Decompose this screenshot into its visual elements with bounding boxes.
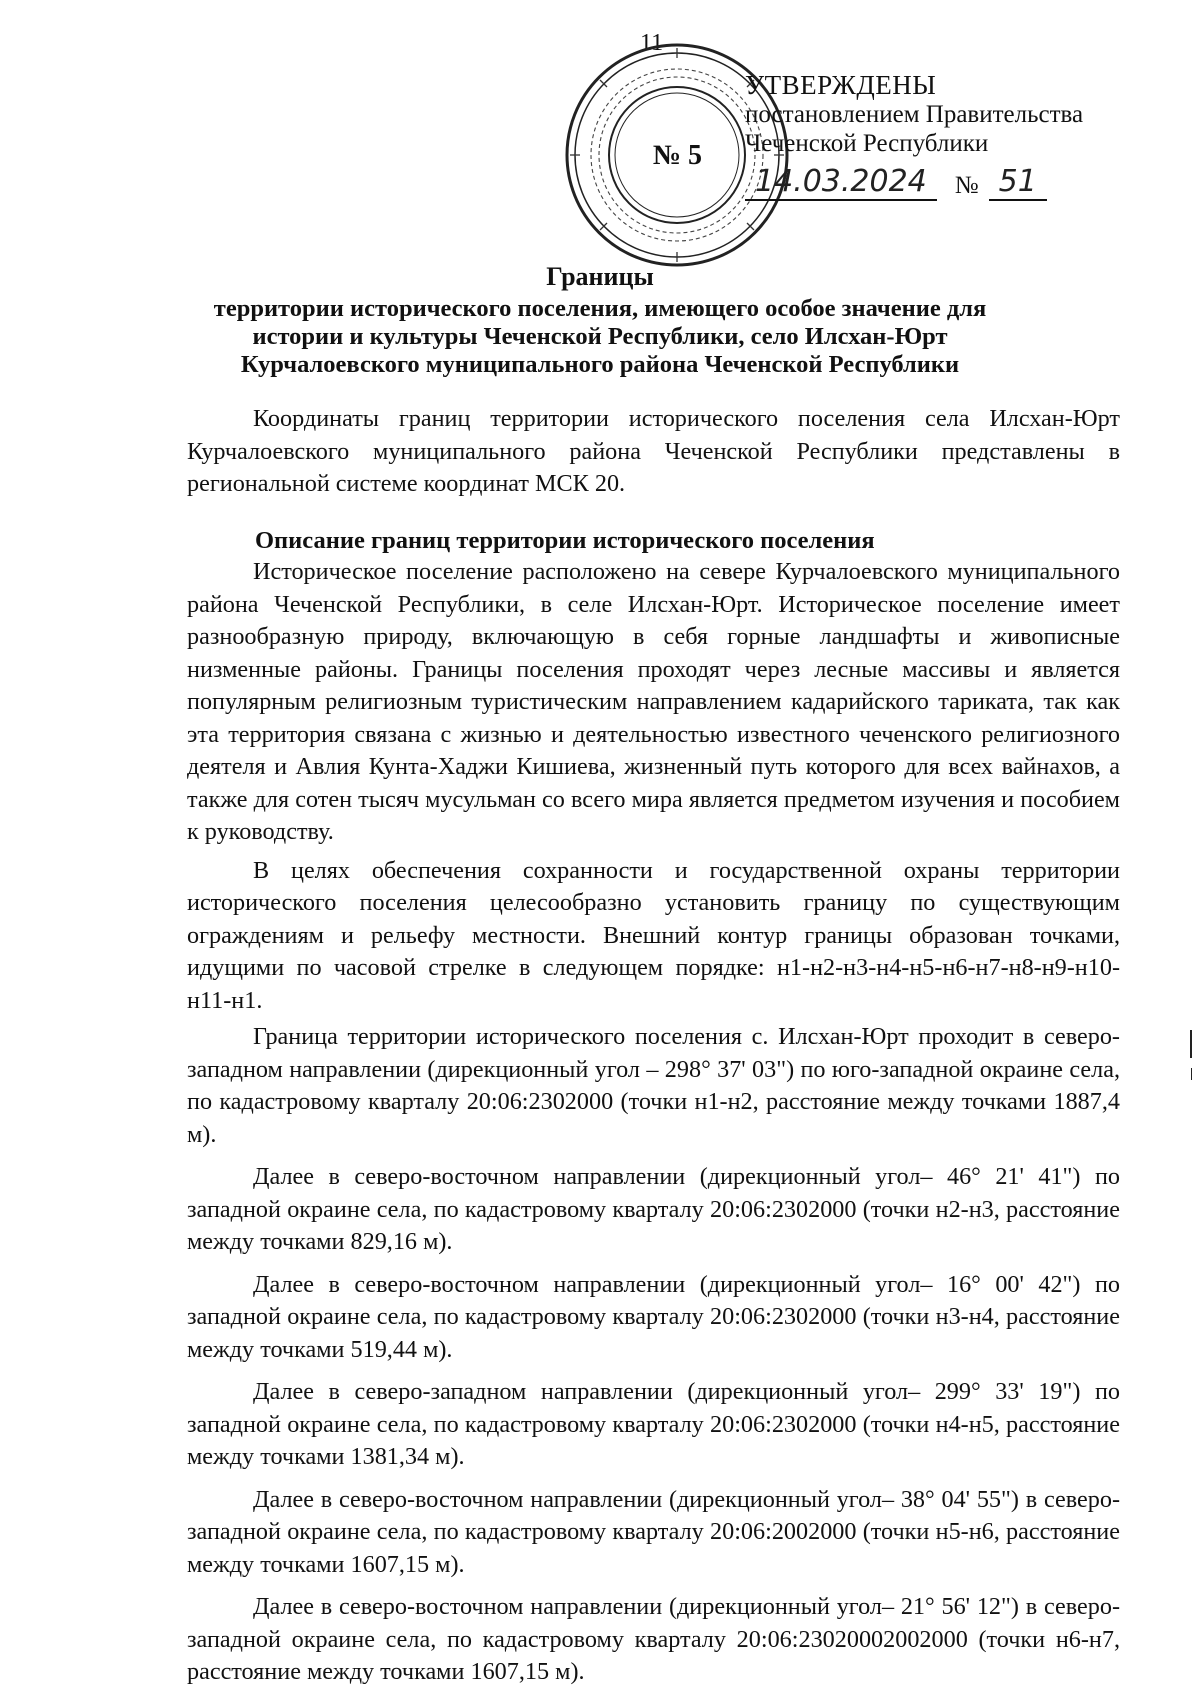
intro-paragraph: Координаты границ территории исторического поселения села Илсхан-Юрт Курчалоевского муниципального района Чеченской Республики представлены в региональной системе координат МСК 20. (187, 405, 1120, 497)
paragraph-1: Историческое поселение расположено на севере Курчалоевского муниципального района Чеченской Республики, в селе Илсхан-Юрт. Историческое поселение имеет разнообразную природу, включающую в себя горные ландшафты и живописные низменные районы. Границы поселения проходят через лесные массивы и является популярным религиозным туристическим направлением кадарийского тариката, так как эта территория связана с жизнью и деятельностью известного чеченского религиозного деятеля и Авлия Кунта-Хаджи Кишиева, жизненный путь которого для всех вайнахов, а также для сотен тысяч мусульман со всего мира является предметом изучения и пособием к руководству. (187, 558, 1120, 845)
paragraph-2: В целях обеспечения сохранности и государственной охраны территории исторического поселения целесообразно установить границу по существующим ограждениям и рельефу местности. Внешний контур границы образован точками, идущими по часовой стрелке в следующем порядке: н1-н2-н3-н4-н5-н6-н7-н8-н9-н10-н11-н1. (187, 856, 1120, 1014)
page-number: 11 (640, 30, 664, 56)
paragraph-4: Далее в северо-восточном направлении (дирекционный угол– 46° 21' 41") по западной окраине села, по кадастровому кварталу 20:06:2302000 (точки н2-н3, расстояние между точками 829,16 м). (187, 1163, 1120, 1255)
subheading-line-1: территории исторического поселения, имеющего особое значение для (213, 295, 987, 322)
paragraph-3: Граница территории исторического поселения с. Илсхан-Юрт проходит в северо-западном направлении (дирекционный угол – 298° 37' 03") по юго-западной окраине села, по кадастровому кварталу 20:06:2302000 (точки н1-н2, расстояние между точками 1887,4 м). (187, 1023, 1120, 1148)
intro-block (187, 403, 1120, 501)
approval-number-label: № (954, 172, 979, 200)
approval-date: 14.03.2024 (745, 165, 937, 202)
description-body (187, 556, 1120, 1689)
paragraph-6: Далее в северо-западном направлении (дирекционный угол– 299° 33' 19") по западной окраине села, по кадастровому кварталу 20:06:2302000 (точки н4-н5, расстояние между точками 1381,34 м). (187, 1378, 1120, 1470)
subheading-line-3: Курчалоевского муниципального района Чеченской Республики (240, 351, 960, 378)
approval-line-1: постановлением Правительства (745, 101, 1084, 129)
scan-margin-mark (1190, 1030, 1192, 1058)
approval-line-2: Чеченской Республики (745, 129, 989, 157)
document-subheading (150, 295, 1050, 379)
approval-number: 51 (989, 165, 1047, 202)
section-title: Описание границ территории исторического поселения (255, 527, 875, 554)
seal-number: № 5 (652, 139, 703, 171)
approval-date-row (745, 165, 1083, 202)
scan-margin-mark-small (1191, 1068, 1192, 1080)
paragraph-7: Далее в северо-восточном направлении (дирекционный угол– 38° 04' 55") в северо-западной окраине села, по кадастровому кварталу 20:06:2002000 (точки н5-н6, расстояние между точками 1607,15 м). (187, 1485, 1120, 1578)
paragraph-5: Далее в северо-восточном направлении (дирекционный угол– 16° 00' 42") по западной окраине села, по кадастровому кварталу 20:06:2302000 (точки н3-н4, расстояние между точками 519,44 м). (187, 1270, 1120, 1363)
approval-block (745, 70, 1083, 201)
paragraph-8: Далее в северо-восточном направлении (дирекционный угол– 21° 56' 12") в северо-западной окраине села, по кадастровому кварталу 20:06:23020002002000 (точки н6-н7, расстояние между точками 1607,15 м). (187, 1593, 1120, 1685)
approval-title: УТВЕРЖДЕНЫ (745, 70, 937, 100)
subheading-line-2: истории и культуры Чеченской Республики, село Илсхан-Юрт (252, 323, 948, 350)
document-heading: Границы (546, 262, 654, 291)
